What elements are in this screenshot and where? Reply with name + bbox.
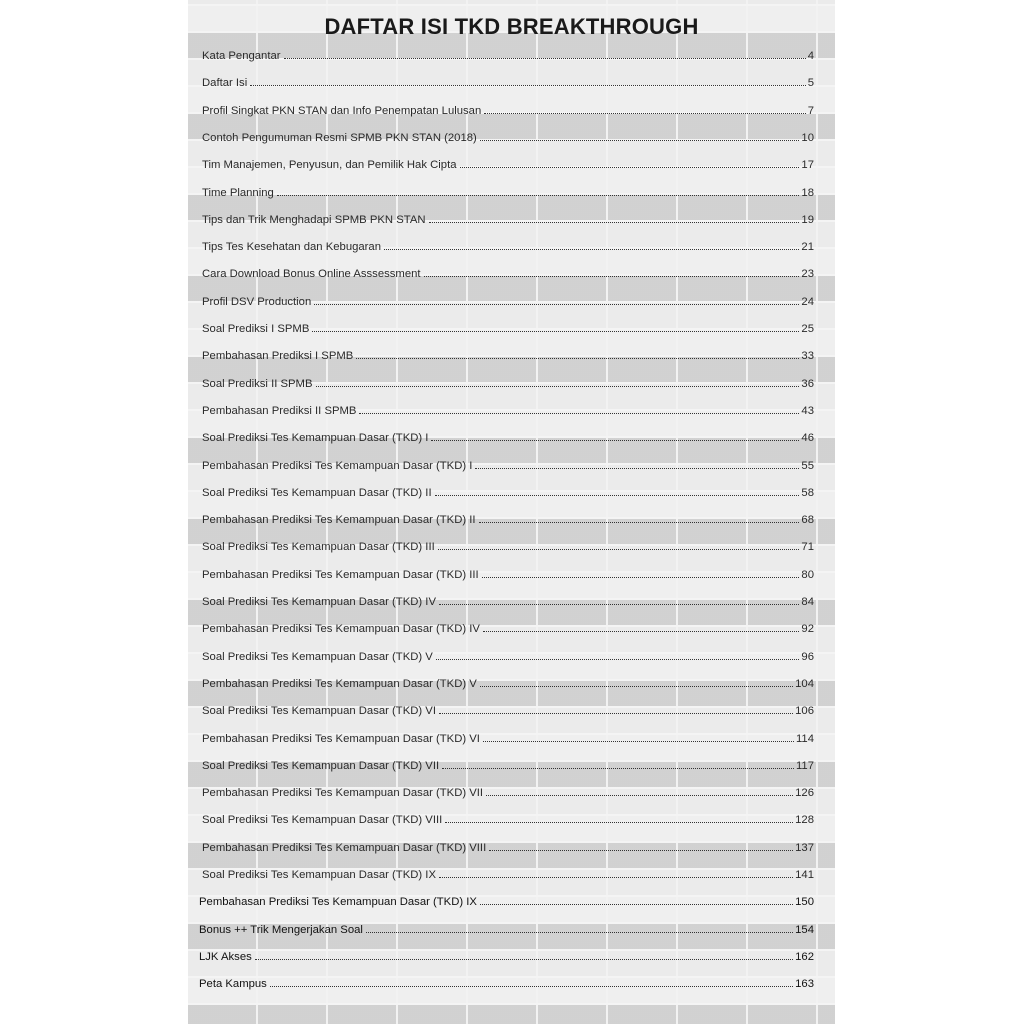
toc-entry (202, 405, 814, 421)
toc-entry (199, 951, 814, 967)
toc-entry-page: 55 (801, 459, 814, 472)
toc-entry-label: Daftar Isi (202, 77, 248, 90)
toc-entry-page: 114 (795, 732, 814, 745)
toc-entry-label: Pembahasan Prediksi Tes Kemampuan Dasar (TKD) III (202, 568, 479, 581)
toc-entry-page: 4 (807, 50, 814, 62)
dot-leader (438, 549, 800, 550)
toc-entry-label: Pembahasan Prediksi Tes Kemampuan Dasar (TKD) IX (199, 896, 477, 909)
dot-leader (442, 768, 794, 769)
toc-entry (202, 241, 814, 257)
toc-entry-label: Contoh Pengumuman Resmi SPMB PKN STAN (2018) (202, 131, 477, 144)
toc-entry-label: Pembahasan Prediksi Tes Kemampuan Dasar (TKD) VII (202, 787, 484, 800)
toc-entry-page: 19 (801, 213, 814, 226)
dot-leader (460, 167, 800, 168)
toc-entry-label: Pembahasan Prediksi Tes Kemampuan Dasar (TKD) VI (202, 732, 480, 745)
toc-entry-label: Pembahasan Prediksi Tes Kemampuan Dasar (TKD) II (202, 514, 476, 527)
toc-entry (202, 378, 814, 394)
toc-entry-label: Pembahasan Prediksi Tes Kemampuan Dasar (TKD) I (202, 459, 473, 472)
toc-entry-page: 43 (801, 404, 814, 417)
dot-leader (489, 850, 793, 851)
toc-entry-page: 96 (801, 650, 814, 663)
toc-entry (202, 132, 814, 148)
dot-leader (480, 904, 793, 905)
toc-entry-page: 68 (801, 514, 814, 527)
toc-entry-label: Tips Tes Kesehatan dan Kebugaran (202, 241, 381, 254)
dot-leader (436, 659, 800, 660)
toc-entry-page: 5 (807, 77, 814, 90)
toc-entry-label: Tips dan Trik Menghadapi SPMB PKN STAN (202, 213, 426, 226)
toc-entry-page: 71 (801, 541, 814, 554)
toc-entry (202, 350, 814, 366)
dot-leader (484, 113, 805, 114)
toc-entry-page: 104 (795, 677, 814, 690)
document-page (188, 0, 835, 1024)
dot-leader (270, 986, 793, 987)
toc-entry-page: 162 (795, 950, 814, 963)
toc-entry-label: Pembahasan Prediksi I SPMB (202, 350, 354, 363)
toc-entry-label: Bonus ++ Trik Mengerjakan Soal (199, 923, 363, 936)
toc-entry-page: 46 (801, 432, 814, 445)
toc-entry-label: Cara Download Bonus Online Asssessment (202, 268, 421, 281)
toc-entry (202, 268, 814, 284)
toc-entry (202, 541, 814, 557)
dot-leader (475, 468, 799, 469)
toc-entry-page: 36 (801, 377, 814, 390)
toc-entry (202, 432, 814, 448)
dot-leader (316, 386, 800, 387)
toc-entry-page: 33 (801, 350, 814, 363)
toc-entry-label: Profil Singkat PKN STAN dan Info Penempatan Lulusan (202, 104, 482, 117)
toc-entry-page: 23 (801, 268, 814, 281)
toc-entry-label: Soal Prediksi Tes Kemampuan Dasar (TKD) III (202, 541, 435, 554)
dot-leader (439, 604, 799, 605)
toc-entry (202, 651, 814, 667)
toc-entry (199, 924, 814, 940)
toc-entry (202, 323, 814, 339)
toc-entry-page: 24 (801, 295, 814, 308)
toc-entry (202, 733, 814, 749)
toc-entry-label: Pembahasan Prediksi Tes Kemampuan Dasar (TKD) V (202, 677, 477, 690)
dot-leader (284, 58, 806, 59)
toc-entry (202, 105, 814, 121)
dot-leader (480, 140, 800, 141)
toc-entry-page: 10 (801, 131, 814, 144)
toc-entry (202, 596, 814, 612)
toc-entry-label: Pembahasan Prediksi Tes Kemampuan Dasar (TKD) IV (202, 623, 480, 636)
toc-entry (202, 760, 814, 776)
toc-entry-label: Kata Pengantar (202, 50, 281, 62)
dot-leader (482, 577, 800, 578)
toc-entry-page: 117 (795, 759, 814, 772)
dot-leader (429, 222, 800, 223)
toc-entry (202, 569, 814, 585)
toc-entry-label: Soal Prediksi II SPMB (202, 377, 313, 390)
dot-leader (483, 631, 799, 632)
toc-entry (199, 978, 814, 994)
toc-entry (202, 678, 814, 694)
dot-leader (255, 959, 793, 960)
dot-leader (366, 932, 793, 933)
toc-entry-label: Soal Prediksi I SPMB (202, 323, 310, 335)
dot-leader (312, 331, 799, 332)
toc-entry-page: 141 (795, 869, 814, 881)
dot-leader (250, 85, 806, 86)
toc-entry-label: Soal Prediksi Tes Kemampuan Dasar (TKD) V (202, 650, 433, 663)
toc-entry (202, 705, 814, 721)
toc-entry (202, 814, 814, 830)
toc-entry (202, 50, 814, 66)
toc-entry (202, 214, 814, 230)
toc-entry-page: 137 (795, 841, 814, 854)
toc-entry-label: Soal Prediksi Tes Kemampuan Dasar (TKD) I (202, 432, 429, 445)
toc-entry-page: 80 (801, 568, 814, 581)
toc-entry (202, 623, 814, 639)
dot-leader (314, 304, 799, 305)
dot-leader (480, 686, 793, 687)
toc-entry-label: Soal Prediksi Tes Kemampuan Dasar (TKD) VIII (202, 814, 443, 827)
dot-leader (359, 413, 799, 414)
dot-leader (424, 276, 800, 277)
toc-entry-page: 25 (801, 323, 814, 335)
toc-entry (202, 787, 814, 803)
toc-entry (199, 896, 814, 912)
toc-entry (202, 487, 814, 503)
dot-leader (356, 358, 799, 359)
toc-entry-page: 128 (795, 814, 814, 827)
toc-entry-page: 7 (807, 104, 814, 117)
toc-entry-page: 18 (801, 186, 814, 199)
toc-entry-label: LJK Akses (199, 950, 252, 963)
toc-entry-page: 84 (801, 596, 814, 608)
toc-entry-label: Pembahasan Prediksi II SPMB (202, 404, 357, 417)
toc-entry-page: 21 (801, 241, 814, 254)
toc-entry-label: Pembahasan Prediksi Tes Kemampuan Dasar (TKD) VIII (202, 841, 487, 854)
dot-leader (431, 440, 799, 441)
toc-entry (202, 187, 814, 203)
toc-entry-page: 106 (795, 705, 814, 718)
dot-leader (445, 822, 793, 823)
toc-entry-page: 150 (795, 896, 814, 909)
toc-entry-label: Profil DSV Production (202, 295, 312, 308)
dot-leader (439, 877, 793, 878)
toc-entry-label: Tim Manajemen, Penyusun, dan Pemilik Hak Cipta (202, 159, 457, 172)
dot-leader (479, 522, 800, 523)
toc-entry-page: 126 (795, 787, 814, 800)
dot-leader (486, 795, 793, 796)
toc-entry (202, 460, 814, 476)
dot-leader (384, 249, 799, 250)
toc-entry (202, 159, 814, 175)
toc-entry-label: Peta Kampus (199, 978, 267, 991)
toc-entry-label: Time Planning (202, 186, 274, 199)
dot-leader (439, 713, 793, 714)
toc-entry-page: 163 (795, 978, 814, 991)
toc-entry-page: 17 (801, 159, 814, 172)
toc-entry (202, 77, 814, 93)
dot-leader (435, 495, 800, 496)
toc-entry (202, 296, 814, 312)
dot-leader (277, 195, 800, 196)
toc-entry-label: Soal Prediksi Tes Kemampuan Dasar (TKD) II (202, 486, 432, 499)
toc-entry (202, 514, 814, 530)
toc-entry-page: 154 (795, 923, 814, 936)
toc-entry-label: Soal Prediksi Tes Kemampuan Dasar (TKD) IV (202, 596, 436, 608)
toc-entry-label: Soal Prediksi Tes Kemampuan Dasar (TKD) VI (202, 705, 436, 718)
toc-entry-label: Soal Prediksi Tes Kemampuan Dasar (TKD) IX (202, 869, 436, 881)
page-title: DAFTAR ISI TKD BREAKTHROUGH (324, 14, 699, 39)
dot-leader (483, 741, 794, 742)
toc-entry (202, 869, 814, 885)
toc-entry-page: 58 (801, 486, 814, 499)
toc-entry (202, 842, 814, 858)
toc-entry-page: 92 (801, 623, 814, 636)
toc-entry-label: Soal Prediksi Tes Kemampuan Dasar (TKD) VII (202, 759, 440, 772)
